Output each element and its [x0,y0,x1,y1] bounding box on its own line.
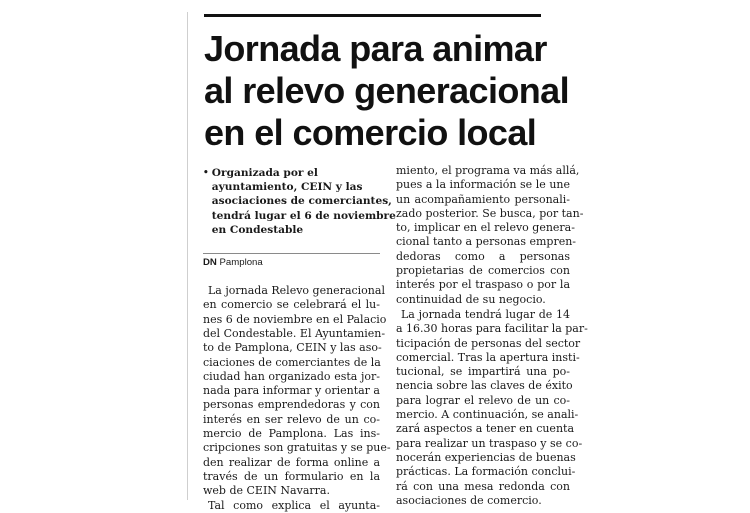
headline-line: Jornada para animar [204,28,547,69]
text-line: asociaciones de comercio. [396,493,542,507]
text-line: Tal como explica el ayunta- [208,499,380,513]
text-line: continuidad de su negocio. [396,292,546,306]
text-line: cional tanto a personas empren- [396,235,577,249]
text-line: pues a la información se le une [396,178,570,192]
article-column-left [203,160,396,513]
text-line: cripciones son gratuitas y se pue- [203,441,391,455]
text-line: ciudad han organizado esta jor- [203,369,380,383]
byline-rule [203,253,380,254]
text-line: través de un formulario en la [203,469,380,483]
text-line: mercio de Pamplona. Las ins- [203,426,380,440]
summary-bullet: • [203,168,209,178]
summary-line: en Condestable [211,223,304,236]
text-line: nencia sobre las claves de éxito [396,379,573,393]
text-line: web de CEIN Navarra. [203,484,330,498]
summary-text [212,166,396,237]
text-line: ticipación de personas del sector [396,336,581,350]
body-text-left [203,284,391,513]
headline-line: al relevo generacional [204,70,569,111]
text-line: en comercio se celebrará el lu- [203,298,380,312]
summary [203,160,396,237]
text-line: to de Pamplona, CEIN y las aso- [203,341,382,355]
byline-outlet: DN [203,257,217,269]
byline-location: Pamplona [219,257,263,269]
text-line: nocerán experiencias de buenas [396,450,576,464]
text-line: dedoras como a personas [396,249,570,263]
text-line: para lograr el relevo de un co- [396,393,570,407]
text-line: a 16.30 horas para facilitar la par- [396,322,588,336]
text-line: un acompañamiento personali- [396,192,570,206]
text-line: propietarias de comercios con [396,264,570,278]
text-line: to, implicar en el relevo genera- [396,221,575,235]
text-line: ciaciones de comerciantes de la [203,355,381,369]
paragraph [396,307,588,508]
text-line: comercial. Tras la apertura insti- [396,350,580,364]
text-line: prácticas. La formación conclui- [396,465,576,479]
text-line: del Condestable. El Ayuntamien- [203,326,386,340]
paragraph [203,499,380,513]
text-line: La jornada tendrá lugar de 14 [401,307,570,321]
text-line: La jornada Relevo generacional [208,284,385,298]
headline-top-rule [204,14,541,17]
text-line: nada para informar y orientar a [203,384,380,398]
summary-line: asociaciones de comerciantes, [211,195,392,208]
text-line: zará aspectos a tener en cuenta [396,422,575,436]
summary-line: ayuntamiento, CEIN y las [211,181,363,194]
paragraph [203,284,391,498]
text-line: nes 6 de noviembre en el Palacio [203,312,387,326]
text-line: tucional, se impartirá una po- [396,365,570,379]
headline [204,28,584,154]
summary-line: Organizada por el [211,167,318,179]
article-column-right [396,160,588,508]
body-text-right [396,164,588,508]
headline-line: en el comercio local [204,112,537,153]
text-line: rá con una mesa redonda con [396,479,570,493]
paragraph [396,164,584,307]
byline [203,257,380,269]
text-line: mercio. A continuación, se anali- [396,408,579,422]
text-line: interés por el traspaso o por la [396,278,570,292]
text-line: personas emprendedoras y con [203,398,380,412]
summary-line: tendrá lugar el 6 de noviembre [211,209,396,222]
text-line: para realizar un traspaso y se co- [396,436,583,450]
text-line: interés en ser relevo de un co- [203,412,380,426]
page-margin-rule [187,12,188,500]
text-line: zado posterior. Se busca, por tan- [396,206,584,220]
text-line: miento, el programa va más allá, [396,164,580,177]
text-line: den realizar de forma online a [203,455,380,469]
